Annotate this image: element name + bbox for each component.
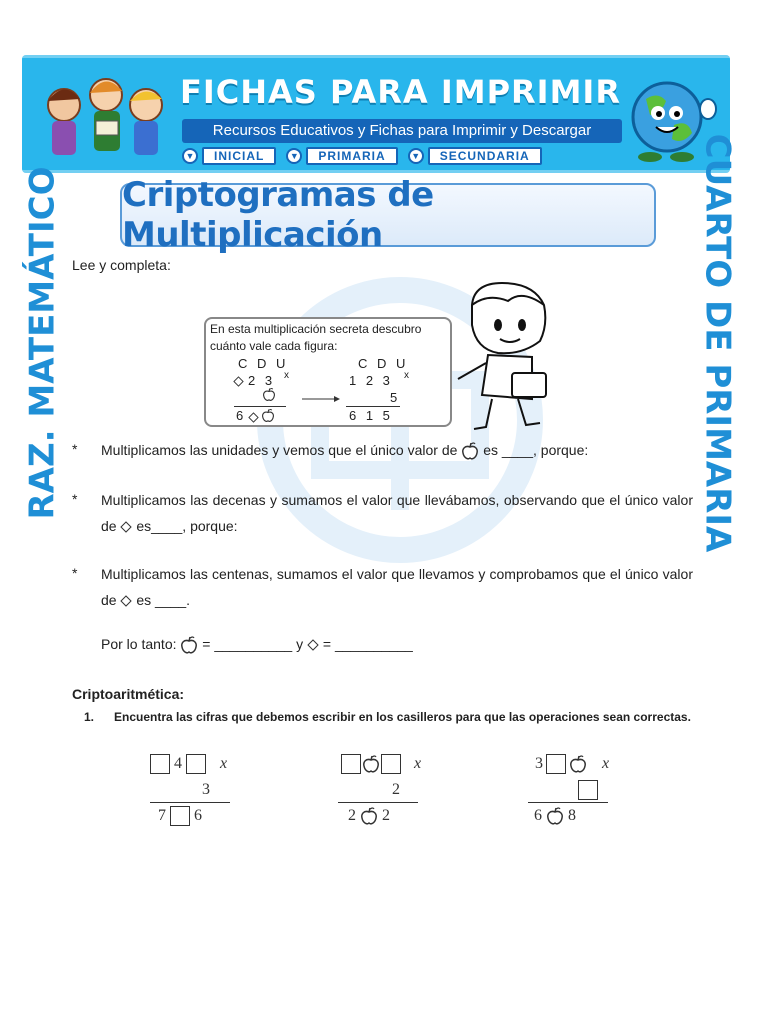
apple-icon [461,441,479,461]
conclusion-answer-apple: = __________ y [202,636,304,652]
side-label-left [18,165,68,520]
level-link-secundaria[interactable] [408,147,542,165]
bullet-paragraph-3 [101,561,693,613]
grade-label: CUARTO DE PRIMARIA [697,133,737,552]
apple-icon [546,806,564,826]
side-label-right [692,133,742,552]
bullet-marker: * [72,565,78,581]
page-title: Criptogramas de Multiplicación [122,175,434,255]
example-text: En esta multiplicación secreta descubro cuánto vale cada figura: [210,322,422,353]
bullet-text: Multiplicamos las decenas y sumamos el valor que llevábamos, observando que el único valor de [101,492,693,534]
diamond-icon [248,412,259,423]
page-title-box [120,175,656,255]
apple-icon [262,387,276,402]
arrow-down-icon: ▼ [182,148,198,164]
bullet-marker: * [72,491,78,507]
answer-box[interactable] [186,754,206,774]
task-instruction: Encuentra las cifras que debemos escribir en los casilleros para que las operaciones sean correctas. [114,710,691,724]
diamond-icon [120,521,132,533]
example-header-right: C D U [358,356,409,371]
answer-box[interactable] [578,780,598,800]
example-header-left: C D U [238,356,289,371]
level-nav [182,147,542,165]
section-title: Criptoaritmética: [72,686,185,702]
level-link-primaria[interactable] [286,147,397,165]
answer-box[interactable] [341,754,361,774]
example-box [204,317,452,427]
digit: 4 [174,755,182,772]
apple-icon [261,408,275,423]
bullet-text: es ____, porque: [483,442,589,458]
problem-1-result-row [158,806,202,826]
example-right-row2: 5 [390,390,401,405]
problem-1-top-row [150,754,227,774]
digit: 2 [382,807,390,824]
banner-subtitle: Recursos Educativos y Fichas para Imprimir y Descargar [182,119,622,143]
example-right-rule [346,406,400,407]
problem-2-result-row [348,806,390,826]
bullet-text: es ____. [136,592,191,608]
banner-stripe [22,170,730,173]
example-left-row3: 6 [236,408,247,423]
bullet-text: Multiplicamos las unidades y vemos que el único valor de [101,442,458,458]
bullet-text: es____, porque: [136,518,238,534]
digit: 2 [348,807,356,824]
conclusion-text: Por lo tanto: [101,636,177,652]
multiplier-digit: 3 [202,781,210,798]
diamond-icon [120,595,132,607]
arrow-right-icon [302,395,342,403]
level-label: PRIMARIA [306,147,397,165]
answer-box[interactable] [170,806,190,826]
task-number: 1. [84,710,95,724]
example-right-row1: 1 2 3 [349,373,393,388]
header-banner [22,55,730,173]
times-sign: x [602,755,610,772]
banner-stripe [22,55,730,58]
digit: 7 [158,807,166,824]
apple-icon [360,806,378,826]
conclusion-answer-diamond: = __________ [322,636,413,652]
instruction-text: Lee y completa: [72,257,171,273]
banner-title: FICHAS PARA IMPRIMIR [180,73,621,111]
digit: 6 [194,807,202,824]
apple-icon [362,754,380,774]
diamond-icon [307,639,319,651]
arrow-down-icon: ▼ [408,148,424,164]
digit: 8 [568,807,576,824]
answer-box[interactable] [381,754,401,774]
digit: 6 [534,807,542,824]
diamond-icon [233,376,244,387]
answer-box[interactable] [546,754,566,774]
problem-3-top-row [535,754,609,774]
arrow-down-icon: ▼ [286,148,302,164]
problem-3-result-row [534,806,576,826]
apple-icon [569,754,587,774]
problem-2-top-row [341,754,421,774]
example-left-rule [234,406,286,407]
bullet-text: Multiplicamos las centenas, sumamos el valor que llevamos y comprobamos que el único valor de [101,566,693,608]
subject-label: RAZ. MATEMÁTICO [23,165,64,520]
apple-icon [180,635,198,655]
times-sign: x [284,370,292,381]
level-label: INICIAL [202,147,276,165]
bullet-paragraph-2 [101,487,693,539]
level-link-inicial[interactable] [182,147,276,165]
bullet-paragraph-1 [101,437,693,463]
problem-rule [528,802,608,803]
digit: 3 [535,755,543,772]
problem-rule [338,802,418,803]
example-right-row3: 6 1 5 [349,408,393,423]
answer-box[interactable] [150,754,170,774]
times-sign: x [404,370,412,381]
problem-rule [150,802,230,803]
level-label: SECUNDARIA [428,147,542,165]
times-sign: x [220,755,228,772]
bullet-marker: * [72,441,78,457]
multiplier-digit: 2 [392,781,400,798]
children-illustration [34,65,174,165]
conclusion-line [101,631,693,657]
boy-illustration [452,275,564,435]
times-sign: x [414,755,422,772]
example-left-row1: 2 3 [248,373,276,388]
